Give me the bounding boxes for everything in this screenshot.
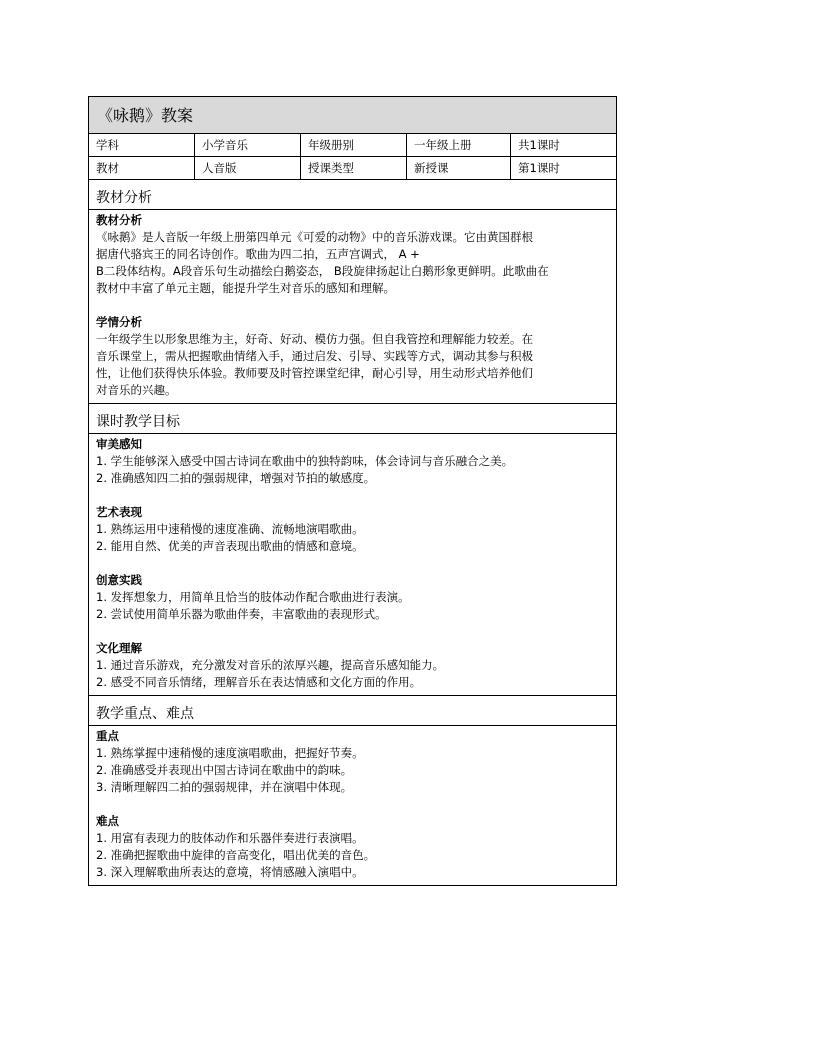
goal-group-title: 创意实践	[96, 573, 142, 587]
lesson-type-label: 授课类型	[301, 157, 407, 179]
subject-value: 小学音乐	[195, 134, 301, 156]
keypoint-item: 3. 清晰理解四二拍的强弱规律，并在演唱中体现。	[96, 780, 353, 794]
keypoint-group-title: 重点	[96, 729, 119, 743]
goal-group-title: 艺术表现	[96, 505, 142, 519]
analysis-section	[89, 210, 616, 404]
student-subtitle: 学情分析	[96, 315, 142, 329]
material-line: B二段体结构。A段音乐句生动描绘白鹅姿态， B段旋律扬起让白鹅形象更鲜明。此歌曲在	[96, 264, 549, 278]
goal-item: 1. 熟练运用中速稍慢的速度准确、流畅地演唱歌曲。	[96, 522, 364, 536]
info-row-1	[89, 134, 616, 157]
goals-heading: 课时教学目标	[89, 404, 616, 434]
lesson-type-value: 新授课	[407, 157, 511, 179]
keypoint-item: 2. 准确感受并表现出中国古诗词在歌曲中的韵味。	[96, 763, 353, 777]
document-title: 《咏鹅》教案	[89, 97, 616, 134]
goal-group-title: 审美感知	[96, 437, 142, 451]
textbook-label: 教材	[89, 157, 195, 179]
grade-value: 一年级上册	[407, 134, 511, 156]
keypoints-heading: 教学重点、难点	[89, 696, 616, 726]
material-line: 《咏鹅》是人音版一年级上册第四单元《可爱的动物》中的音乐游戏课。它由黄国群根	[96, 230, 533, 244]
info-row-2	[89, 157, 616, 180]
goal-item: 2. 能用自然、优美的声音表现出歌曲的情感和意境。	[96, 539, 364, 553]
student-line: 音乐课堂上，需从把握歌曲情绪入手，通过启发、引导、实践等方式，调动其参与积极	[96, 349, 533, 363]
goal-item: 1. 通过音乐游戏，充分激发对音乐的浓厚兴趣，提高音乐感知能力。	[96, 658, 445, 672]
difficulty-item: 3. 深入理解歌曲所表达的意境，将情感融入演唱中。	[96, 865, 364, 879]
goal-item: 2. 感受不同音乐情绪，理解音乐在表达情感和文化方面的作用。	[96, 675, 422, 689]
lesson-plan-table	[88, 96, 617, 886]
goals-section	[89, 434, 616, 696]
student-line: 一年级学生以形象思维为主，好奇、好动、模仿力强。但自我管控和理解能力较差。在	[96, 332, 533, 346]
difficulty-item: 1. 用富有表现力的肢体动作和乐器伴奏进行表演唱。	[96, 831, 364, 845]
student-line: 性，让他们获得快乐体验。教师要及时管控课堂纪律，耐心引导，用生动形式培养他们	[96, 366, 533, 380]
material-line: 据唐代骆宾王的同名诗创作。歌曲为四二拍，五声宫调式， A +	[96, 247, 420, 261]
goal-item: 2. 尝试使用简单乐器为歌曲伴奏，丰富歌曲的表现形式。	[96, 607, 387, 621]
material-subtitle: 教材分析	[96, 213, 142, 227]
keypoints-section	[89, 726, 616, 885]
analysis-heading: 教材分析	[89, 180, 616, 210]
total-periods: 共1课时	[518, 138, 560, 152]
difficulty-group-title: 难点	[96, 814, 119, 828]
difficulty-item: 2. 准确把握歌曲中旋律的音高变化，唱出优美的音色。	[96, 848, 376, 862]
material-line: 教材中丰富了单元主题，能提升学生对音乐的感知和理解。	[96, 281, 395, 295]
goal-item: 2. 准确感知四二拍的强弱规律，增强对节拍的敏感度。	[96, 471, 376, 485]
subject-label: 学科	[89, 134, 195, 156]
student-line: 对音乐的兴趣。	[96, 383, 177, 397]
goal-item: 1. 发挥想象力，用简单且恰当的肢体动作配合歌曲进行表演。	[96, 590, 410, 604]
keypoint-item: 1. 熟练掌握中速稍慢的速度演唱歌曲，把握好节奏。	[96, 746, 364, 760]
goal-item: 1. 学生能够深入感受中国古诗词在歌曲中的独特韵味，体会诗词与音乐融合之美。	[96, 454, 514, 468]
goal-group-title: 文化理解	[96, 641, 142, 655]
current-period: 第1课时	[518, 161, 560, 175]
textbook-value: 人音版	[195, 157, 301, 179]
grade-label: 年级册别	[301, 134, 407, 156]
